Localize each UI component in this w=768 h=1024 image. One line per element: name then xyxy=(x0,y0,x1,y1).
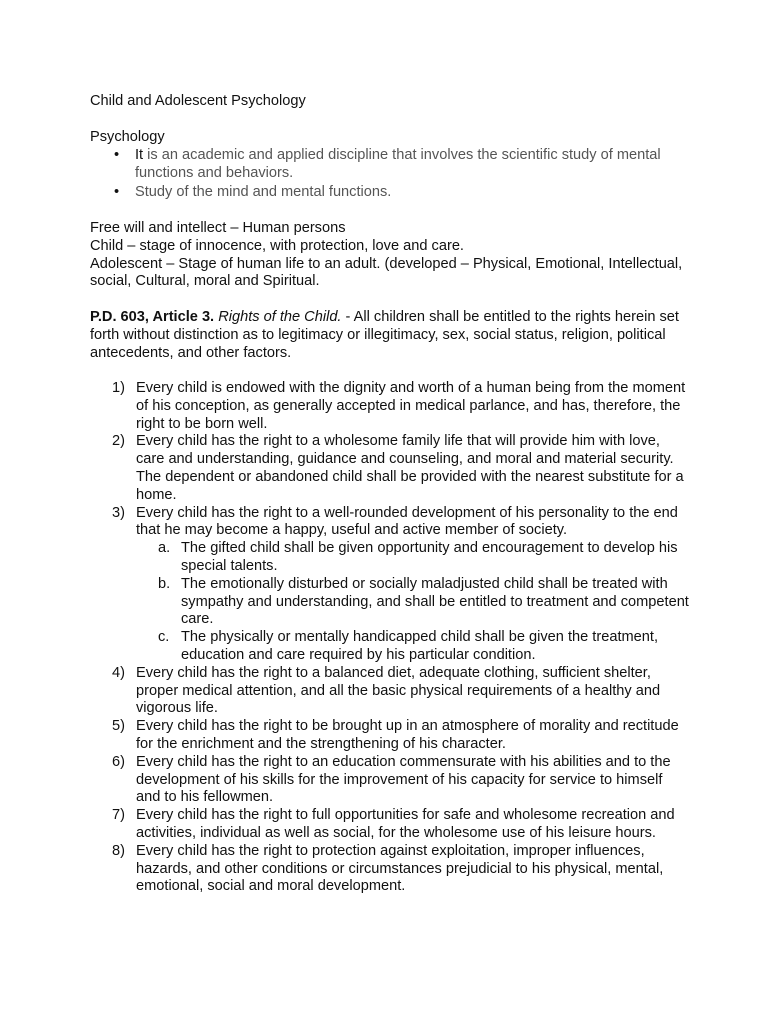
pd-paragraph xyxy=(90,309,690,362)
rights-list xyxy=(90,380,690,896)
pd-italic-title: Rights of the Child. xyxy=(218,309,342,325)
sub-item: b. The emotionally disturbed or socially maladjusted child shall be treated with sympathy and understanding, and shall be entitled to treatment and competent care. xyxy=(158,575,689,628)
definition-line: Child – stage of innocence, with protection, love and care. xyxy=(90,237,464,254)
list-item: 1) Every child is endowed with the dignity and worth of a human being from the moment of his conception, as generally accepted in medical parlance, and has, therefore, the right to be born well. xyxy=(112,380,686,432)
list-item: 5) Every child has the right to be brought up in an atmosphere of morality and rectitude for the enrichment and the strengthening of his character. xyxy=(112,718,679,752)
sub-item: a. The gifted child shall be given opportunity and encouragement to develop his special talents. xyxy=(158,540,678,574)
sub-list xyxy=(136,540,690,665)
definitions xyxy=(90,220,690,291)
list-item: 8) Every child has the right to protection against exploitation, improper influences, hazards, and other conditions or circumstances prejudicial to his physical, mental, emotional, social and moral development. xyxy=(112,842,664,895)
list-item: • Study of the mind and mental functions. xyxy=(114,183,392,200)
list-item: 4) Every child has the right to a balanced diet, adequate clothing, sufficient shelter, proper medical attention, and all the basic physical requirements of a healthy and vigorous life. xyxy=(112,664,661,717)
bullet-icon: • xyxy=(114,183,120,200)
document-title: Child and Adolescent Psychology xyxy=(90,93,306,109)
pd-reference: P.D. 603, Article 3. xyxy=(90,309,215,325)
definition-line: Free will and intellect – Human persons xyxy=(90,220,346,236)
pd-text: - All children shall be entitled to the rights herein set forth without distinction as to legitimacy or illegitimacy, sex, social status, religion, political antecedents, and other factors. xyxy=(90,309,679,361)
section-heading: Psychology xyxy=(90,129,165,145)
list-item: 6) Every child has the right to an education commensurate with his abilities and to the development of his skills for the improvement of his capacity for service to himself and to his fellowmen. xyxy=(112,753,671,806)
sub-item: c. The physically or mentally handicapped child shall be given the treatment, education and care required by his particular condition. xyxy=(158,629,658,663)
list-item: • It is an academic and applied discipline that involves the scientific study of mental functions and behaviors. xyxy=(114,147,661,181)
list-item: 7) Every child has the right to full opportunities for safe and wholesome recreation and activities, individual as well as social, for the wholesome use of his leisure hours. xyxy=(112,807,675,841)
list-item: 3) Every child has the right to a well-rounded development of his personality to the end that he may become a happy, useful and active member of society. a. The gifted child shall be given opportunity and encouragement to develop his special talents. b. The emotionally disturbed or socially maladjusted child shall be treated with sympathy and understanding, and shall be entitled to treatment and competent care. c. The physically or mentally handicapped child shall be given the treatment, education and care required by his particular condition. xyxy=(112,504,689,663)
bullet-list xyxy=(90,147,690,202)
bullet-icon: • xyxy=(114,147,120,163)
definition-line: Adolescent – Stage of human life to an adult. (developed – Physical, Emotional, Intellectual, social, Cultural, moral and Spiritual. xyxy=(90,255,683,290)
list-item: 2) Every child has the right to a wholesome family life that will provide him with love, care and understanding, guidance and counseling, and moral and material security. The dependent or abandoned child shall be provided with the nearest substitute for a home. xyxy=(112,433,684,503)
